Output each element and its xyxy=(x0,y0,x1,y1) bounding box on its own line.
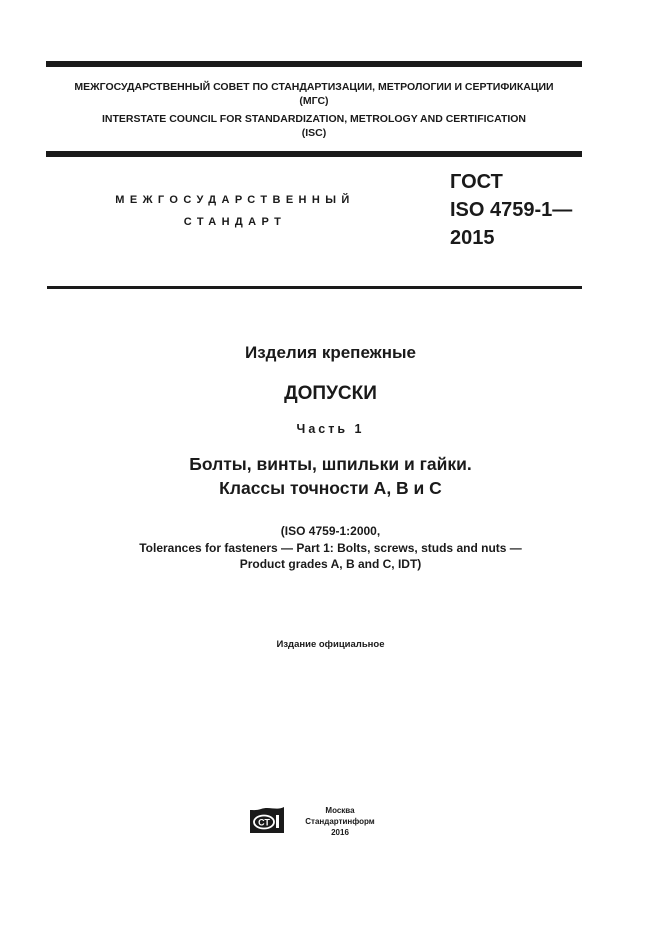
council-en-abbr: (ISC) xyxy=(301,127,327,139)
iso-reference-line2: Tolerances for fasteners — Part 1: Bolts, screws, studs and nuts — xyxy=(139,540,522,555)
council-en-name: INTERSTATE COUNCIL FOR STANDARDIZATION, METROLOGY AND CERTIFICATION xyxy=(101,113,527,125)
standard-type-line2: СТАНДАРТ xyxy=(183,216,287,228)
iso-reference xyxy=(0,523,661,573)
standard-type-line1: МЕЖГОСУДАРСТВЕННЫЙ xyxy=(115,194,355,206)
svg-text:СТ: СТ xyxy=(258,817,270,828)
iso-reference-line1: (ISO 4759-1:2000, xyxy=(280,524,381,538)
publisher-name: Стандартинформ xyxy=(305,817,375,826)
subtitle-line1: Болты, винты, шпильки и гайки. xyxy=(189,454,472,474)
standard-id-line3: 2015 xyxy=(450,227,495,249)
top-rule xyxy=(46,61,582,67)
standartinform-logo-icon xyxy=(249,806,285,834)
title-category: Изделия крепежные xyxy=(245,343,416,362)
council-en xyxy=(46,112,582,140)
standard-type-label xyxy=(100,189,370,233)
subtitle-line2: Классы точности А, В и С xyxy=(219,478,442,498)
council-ru-abbr: (МГС) xyxy=(299,95,329,107)
iso-reference-line3: Product grades A, B and C, IDT) xyxy=(239,557,422,571)
header-bottom-rule xyxy=(46,151,582,157)
standard-id-line1: ГОСТ xyxy=(450,171,503,193)
council-ru xyxy=(46,80,582,108)
publisher-info xyxy=(292,805,388,838)
council-ru-name: МЕЖГОСУДАРСТВЕННЫЙ СОВЕТ ПО СТАНДАРТИЗАЦИИ, МЕТРОЛОГИИ И СЕРТИФИКАЦИИ xyxy=(74,81,554,93)
standard-id xyxy=(450,168,590,252)
publisher-year: 2016 xyxy=(331,828,349,837)
title-subtitle xyxy=(0,452,661,500)
edition-label: Издание официальное xyxy=(276,639,385,650)
section-rule xyxy=(47,286,582,289)
title-main: ДОПУСКИ xyxy=(284,383,377,404)
standard-id-line2: ISO 4759-1— xyxy=(450,199,573,221)
title-part: Часть 1 xyxy=(296,422,365,436)
publisher-city: Москва xyxy=(325,806,355,815)
